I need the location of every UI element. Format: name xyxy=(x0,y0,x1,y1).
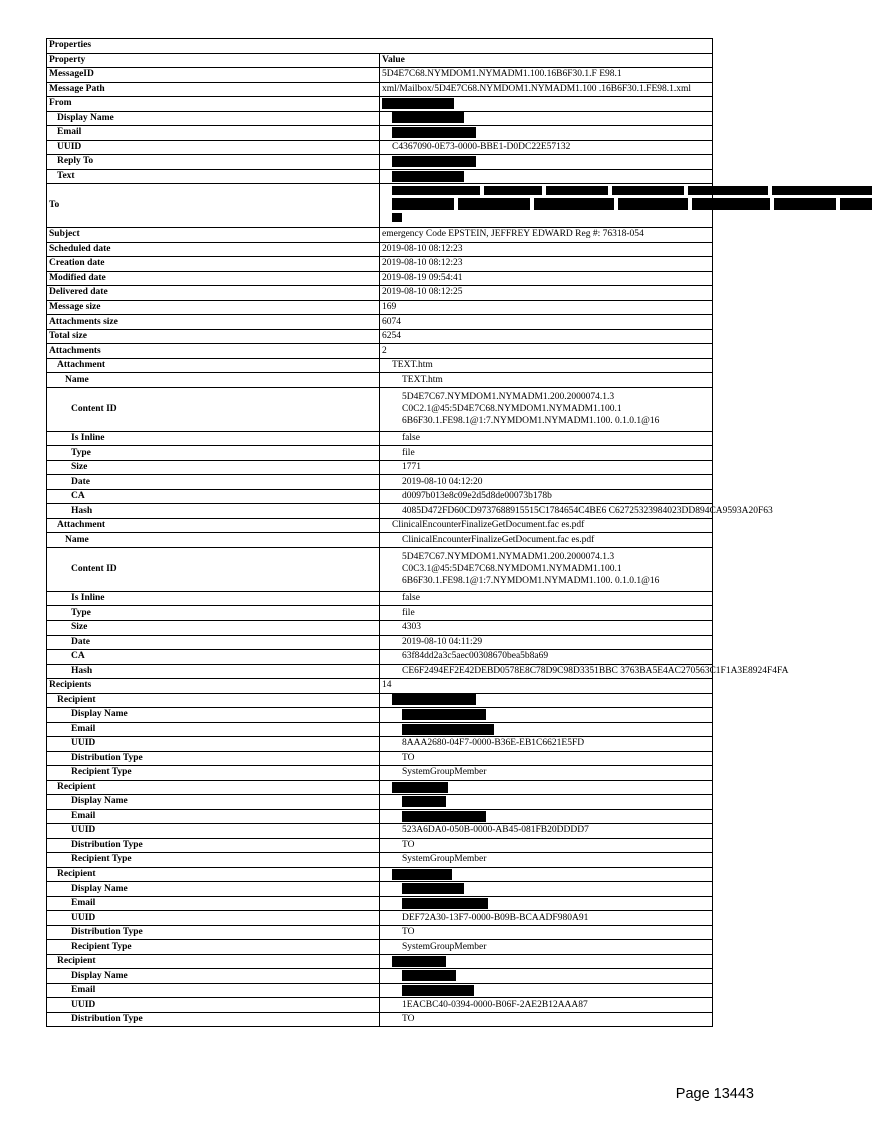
table-row xyxy=(47,373,713,388)
property-value: DEF72A30-13F7-0000-B09B-BCAADF980A91 xyxy=(380,911,713,926)
property-label: Display Name xyxy=(47,969,380,984)
redacted-value xyxy=(380,155,713,170)
redaction-block xyxy=(402,811,486,822)
property-value: TO xyxy=(380,1012,713,1027)
redaction-block xyxy=(402,883,464,894)
property-value: TO xyxy=(380,838,713,853)
property-label: UUID xyxy=(47,998,380,1013)
content-id-line: C0C2.1@45:5D4E7C68.NYMDOM1.NYMADM1.100.1 xyxy=(402,404,622,415)
property-value: SystemGroupMember xyxy=(380,940,713,955)
content-id-line: 6B6F30.1.FE98.1@1:7.NYMDOM1.NYMADM1.100. 0.1.0.1@16 xyxy=(402,416,660,427)
table-row xyxy=(47,809,713,824)
redaction-block xyxy=(458,198,530,210)
property-label: Attachments xyxy=(47,344,380,359)
property-label: To xyxy=(47,184,380,228)
property-value: xml/Mailbox/5D4E7C68.NYMDOM1.NYMADM1.100 .16B6F30.1.FE98.1.xml xyxy=(380,82,713,97)
redaction-block xyxy=(392,156,476,167)
property-label: Is Inline xyxy=(47,431,380,446)
property-label: Display Name xyxy=(47,708,380,723)
table-row xyxy=(47,911,713,926)
property-value: TO xyxy=(380,925,713,940)
table-row xyxy=(47,431,713,446)
property-label: Display Name xyxy=(47,111,380,126)
redaction-block xyxy=(392,782,448,793)
table-row xyxy=(47,679,713,694)
table-row xyxy=(47,286,713,301)
redaction-block xyxy=(382,98,454,109)
table-row xyxy=(47,489,713,504)
property-label: Display Name xyxy=(47,882,380,897)
property-label: UUID xyxy=(47,737,380,752)
table-row xyxy=(47,68,713,83)
redacted-value xyxy=(380,896,713,911)
redaction-block xyxy=(618,198,688,210)
property-label: Recipient xyxy=(47,867,380,882)
property-label: CA xyxy=(47,489,380,504)
table-row xyxy=(47,606,713,621)
table-row xyxy=(47,504,713,519)
redacted-value xyxy=(380,708,713,723)
property-value: ClinicalEncounterFinalizeGetDocument.fac es.pdf xyxy=(380,518,713,533)
redaction-block xyxy=(534,198,614,210)
table-row xyxy=(47,111,713,126)
redaction-block xyxy=(774,198,836,210)
property-value: d0097b013e8c09e2d5d8de00073b178b xyxy=(380,489,713,504)
property-value: 6254 xyxy=(380,329,713,344)
table-row xyxy=(47,126,713,141)
content-id-line: 6B6F30.1.FE98.1@1:7.NYMDOM1.NYMADM1.100. 0.1.0.1@16 xyxy=(402,576,660,587)
content-id-line: C0C3.1@45:5D4E7C68.NYMDOM1.NYMADM1.100.1 xyxy=(402,564,622,575)
property-label: Hash xyxy=(47,504,380,519)
property-label: Size xyxy=(47,460,380,475)
table-row xyxy=(47,446,713,461)
redacted-value xyxy=(380,126,713,141)
property-label: Scheduled date xyxy=(47,242,380,257)
table-row xyxy=(47,824,713,839)
table-row xyxy=(47,838,713,853)
property-value: file xyxy=(380,606,713,621)
table-title: Properties xyxy=(47,39,713,54)
property-label: Recipient xyxy=(47,693,380,708)
redaction-block xyxy=(392,127,476,138)
property-value: TO xyxy=(380,751,713,766)
property-label: Hash xyxy=(47,664,380,679)
property-value: TEXT.htm xyxy=(380,358,713,373)
redacted-value xyxy=(380,693,713,708)
property-value: 1EACBC40-0394-0000-B06F-2AE2B12AAA87 xyxy=(380,998,713,1013)
property-label: Email xyxy=(47,896,380,911)
property-value: emergency Code EPSTEIN, JEFFREY EDWARD Reg #: 76318-054 xyxy=(380,228,713,243)
property-label: Email xyxy=(47,722,380,737)
property-label: Distribution Type xyxy=(47,925,380,940)
property-label: Is Inline xyxy=(47,591,380,606)
redacted-value xyxy=(380,809,713,824)
redacted-value xyxy=(380,882,713,897)
property-label: Reply To xyxy=(47,155,380,170)
table-row xyxy=(47,257,713,272)
table-row xyxy=(47,155,713,170)
table-row xyxy=(47,184,713,228)
property-value: file xyxy=(380,446,713,461)
table-row xyxy=(47,737,713,752)
redaction-block xyxy=(772,186,872,195)
redaction-block xyxy=(402,970,456,981)
redaction-block xyxy=(392,694,476,705)
property-value: 523A6DA0-050B-0000-AB45-081FB20DDDD7 xyxy=(380,824,713,839)
table-row xyxy=(47,708,713,723)
redacted-value xyxy=(380,969,713,984)
property-value: 169 xyxy=(380,300,713,315)
table-row xyxy=(47,766,713,781)
redacted-value xyxy=(380,954,713,969)
property-value: 2 xyxy=(380,344,713,359)
property-label: Message Path xyxy=(47,82,380,97)
redacted-value xyxy=(380,795,713,810)
property-value: 2019-08-10 08:12:23 xyxy=(380,257,713,272)
redacted-value xyxy=(380,722,713,737)
property-label: Display Name xyxy=(47,795,380,810)
redacted-value xyxy=(380,97,713,112)
property-value: ClinicalEncounterFinalizeGetDocument.fac es.pdf xyxy=(380,533,713,548)
redaction-block xyxy=(546,186,608,195)
table-row xyxy=(47,954,713,969)
property-label: Content ID xyxy=(47,547,380,591)
property-value: 2019-08-10 04:12:20 xyxy=(380,475,713,490)
table-row xyxy=(47,853,713,868)
redacted-value xyxy=(380,184,713,228)
redaction-block xyxy=(402,724,494,735)
property-value: 2019-08-10 08:12:25 xyxy=(380,286,713,301)
property-label: UUID xyxy=(47,824,380,839)
table-row xyxy=(47,518,713,533)
properties-sheet xyxy=(46,38,789,1027)
redaction-block xyxy=(484,186,542,195)
redaction-block xyxy=(402,709,486,720)
property-label: Name xyxy=(47,533,380,548)
table-row xyxy=(47,169,713,184)
table-row xyxy=(47,925,713,940)
property-value: SystemGroupMember xyxy=(380,766,713,781)
property-label: Recipient Type xyxy=(47,766,380,781)
redacted-value xyxy=(380,983,713,998)
property-label: Date xyxy=(47,475,380,490)
table-row xyxy=(47,983,713,998)
property-value: CE6F2494EF2E42DEBD0578E8C78D9C98D3351BBC 3763BA5E4AC270563C1F1A3E8924F4FA xyxy=(380,664,713,679)
table-row xyxy=(47,344,713,359)
property-label: Recipient xyxy=(47,954,380,969)
table-row xyxy=(47,358,713,373)
property-value: 1771 xyxy=(380,460,713,475)
table-row xyxy=(47,460,713,475)
table-row xyxy=(47,140,713,155)
table-row xyxy=(47,315,713,330)
property-value: SystemGroupMember xyxy=(380,853,713,868)
table-row xyxy=(47,867,713,882)
property-label: Recipients xyxy=(47,679,380,694)
property-label: Name xyxy=(47,373,380,388)
table-row xyxy=(47,693,713,708)
table-row xyxy=(47,896,713,911)
redaction-block xyxy=(688,186,768,195)
property-label: Date xyxy=(47,635,380,650)
property-label: Recipient Type xyxy=(47,853,380,868)
content-id-line: 5D4E7C67.NYMDOM1.NYMADM1.200.2000074.1.3 xyxy=(402,552,615,563)
redaction-block xyxy=(840,198,872,210)
property-label: Creation date xyxy=(47,257,380,272)
table-row xyxy=(47,780,713,795)
property-label: Total size xyxy=(47,329,380,344)
table-row xyxy=(47,97,713,112)
redaction-block xyxy=(392,112,464,123)
redaction-block xyxy=(402,985,474,996)
header-value: Value xyxy=(380,53,713,68)
table-title-row xyxy=(47,39,713,54)
redaction-block xyxy=(392,213,402,222)
property-value: TEXT.htm xyxy=(380,373,713,388)
table-row xyxy=(47,82,713,97)
property-value: 14 xyxy=(380,679,713,694)
page-number: Page 13443 xyxy=(675,1086,754,1102)
table-row xyxy=(47,998,713,1013)
property-value: 4085D472FD60CD9737688915515C1784654C4BE6 C62725323984023DD894CA9593A20F63 xyxy=(380,504,713,519)
property-label: Modified date xyxy=(47,271,380,286)
property-label: Recipient Type xyxy=(47,940,380,955)
redaction-block xyxy=(392,198,454,210)
property-value: 63f84dd2a3c5aec00308670bea5b8a69 xyxy=(380,650,713,665)
table-row xyxy=(47,242,713,257)
property-label: Attachment xyxy=(47,518,380,533)
table-row xyxy=(47,533,713,548)
redaction-block xyxy=(402,796,446,807)
property-label: Size xyxy=(47,620,380,635)
property-label: Attachment xyxy=(47,358,380,373)
property-label: Email xyxy=(47,126,380,141)
property-label: Message size xyxy=(47,300,380,315)
property-value: 4303 xyxy=(380,620,713,635)
property-label: Distribution Type xyxy=(47,1012,380,1027)
property-label: Subject xyxy=(47,228,380,243)
property-value: 2019-08-19 09:54:41 xyxy=(380,271,713,286)
content-id-value xyxy=(380,547,713,591)
property-label: Delivered date xyxy=(47,286,380,301)
redaction-block xyxy=(392,869,452,880)
table-row xyxy=(47,620,713,635)
property-value: 6074 xyxy=(380,315,713,330)
property-label: Type xyxy=(47,446,380,461)
table-row xyxy=(47,650,713,665)
to-redactions xyxy=(380,184,712,227)
property-value: 8AAA2680-04F7-0000-B36E-EB1C6621E5FD xyxy=(380,737,713,752)
redacted-value xyxy=(380,867,713,882)
properties-table xyxy=(46,38,789,1027)
redaction-block xyxy=(612,186,684,195)
property-label: Content ID xyxy=(47,387,380,431)
redacted-value xyxy=(380,780,713,795)
table-row xyxy=(47,795,713,810)
property-value: 2019-08-10 08:12:23 xyxy=(380,242,713,257)
content-id-line: 5D4E7C67.NYMDOM1.NYMADM1.200.2000074.1.3 xyxy=(402,392,615,403)
redacted-value xyxy=(380,169,713,184)
table-row xyxy=(47,475,713,490)
table-row xyxy=(47,940,713,955)
table-row xyxy=(47,228,713,243)
property-value: false xyxy=(380,431,713,446)
property-label: Type xyxy=(47,606,380,621)
redaction-block xyxy=(392,171,464,182)
table-row xyxy=(47,547,713,591)
table-row xyxy=(47,300,713,315)
property-label: From xyxy=(47,97,380,112)
table-row xyxy=(47,387,713,431)
property-label: Distribution Type xyxy=(47,838,380,853)
property-label: UUID xyxy=(47,911,380,926)
redacted-value xyxy=(380,111,713,126)
redaction-block xyxy=(402,898,488,909)
table-row xyxy=(47,722,713,737)
property-label: CA xyxy=(47,650,380,665)
property-value: C4367090-0E73-0000-BBE1-D0DC22E57132 xyxy=(380,140,713,155)
table-row xyxy=(47,664,713,679)
property-label: MessageID xyxy=(47,68,380,83)
property-value: 5D4E7C68.NYMDOM1.NYMADM1.100.16B6F30.1.F E98.1 xyxy=(380,68,713,83)
property-label: Recipient xyxy=(47,780,380,795)
table-row xyxy=(47,635,713,650)
table-row xyxy=(47,329,713,344)
redaction-block xyxy=(392,186,480,195)
property-label: Email xyxy=(47,983,380,998)
table-header-row xyxy=(47,53,713,68)
redaction-block xyxy=(692,198,770,210)
redaction-block xyxy=(392,956,446,967)
property-label: Email xyxy=(47,809,380,824)
table-row xyxy=(47,751,713,766)
table-row xyxy=(47,969,713,984)
property-label: Text xyxy=(47,169,380,184)
table-row xyxy=(47,1012,713,1027)
header-property: Property xyxy=(47,53,380,68)
table-row xyxy=(47,591,713,606)
table-row xyxy=(47,882,713,897)
content-id-value xyxy=(380,387,713,431)
table-row xyxy=(47,271,713,286)
property-value: 2019-08-10 04:11:29 xyxy=(380,635,713,650)
property-label: Distribution Type xyxy=(47,751,380,766)
property-value: false xyxy=(380,591,713,606)
property-label: UUID xyxy=(47,140,380,155)
property-label: Attachments size xyxy=(47,315,380,330)
